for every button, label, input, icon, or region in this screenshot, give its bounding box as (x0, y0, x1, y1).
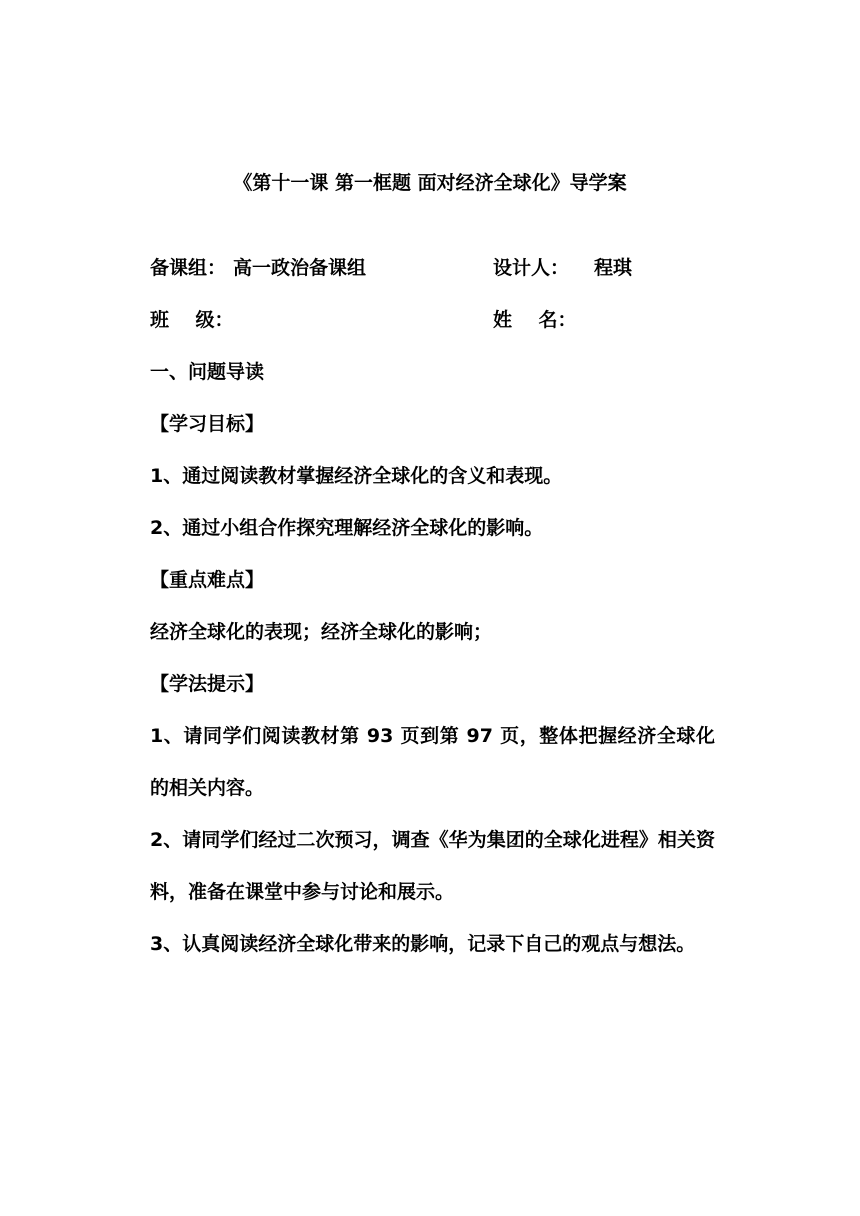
study-method-item: 3、认真阅读经济全球化带来的影响，记录下自己的观点与想法。 (150, 933, 696, 955)
section-heading-problem-guide: 一、问题导读 (150, 361, 265, 383)
study-method-item: 1、请同学们阅读教材第 93 页到第 97 页，整体把握经济全球化的相关内容。 (150, 725, 715, 799)
learning-goal-item: 1、通过阅读教材掌握经济全球化的含义和表现。 (150, 465, 563, 487)
prep-group-label: 备课组： (150, 257, 227, 279)
document-title: 《第十一课 第一框题 面对经济全球化》导学案 (233, 172, 627, 194)
prep-group-value: 高一政治备课组 (233, 257, 367, 279)
study-method-item: 2、请同学们经过二次预习，调查《华为集团的全球化进程》相关资料，准备在课堂中参与讨论和展示。 (150, 829, 715, 903)
key-points-text: 经济全球化的表现；经济全球化的影响； (150, 621, 493, 643)
student-name-label: 姓 名： (493, 309, 577, 331)
learning-goals-heading: 【学习目标】 (150, 413, 265, 435)
class-label: 班 级： (150, 309, 234, 331)
key-points-heading: 【重点难点】 (150, 569, 265, 591)
designer-value: 程琪 (594, 257, 633, 279)
study-method-heading: 【学法提示】 (150, 673, 265, 695)
designer-label: 设计人： (493, 257, 570, 279)
learning-goal-item: 2、通过小组合作探究理解经济全球化的影响。 (150, 517, 544, 539)
